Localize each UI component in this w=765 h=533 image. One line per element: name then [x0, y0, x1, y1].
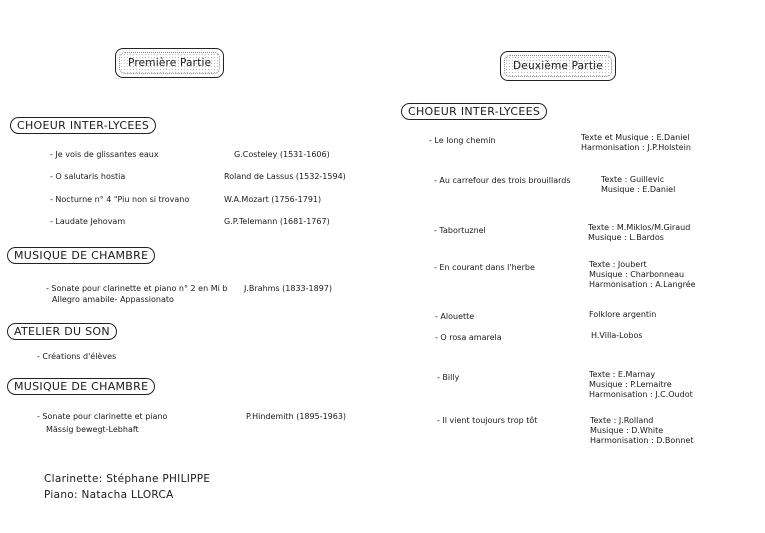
credit-line: Texte : Guillevic	[601, 175, 665, 184]
piece-title: - Je vois de glissantes eaux	[50, 150, 159, 159]
credits	[589, 310, 656, 320]
credit-line: Musique : E.Daniel	[601, 185, 676, 194]
deuxieme-partie-title: Deuxième Partie	[504, 55, 612, 77]
piece-title: - En courant dans l'herbe	[434, 263, 535, 272]
piece-title: - Le long chemin	[429, 136, 496, 145]
premiere-partie-title: Première Partie	[119, 52, 220, 74]
credit-line: Harmonisation : A.Langrée	[589, 280, 696, 289]
credit-line: Musique : L.Bardos	[588, 233, 664, 242]
composer: J.Brahms (1833-1897)	[244, 284, 333, 293]
credit-line: Folklore argentin	[589, 310, 657, 319]
credit-line: Musique : Charbonneau	[589, 270, 685, 279]
credit-line: Texte : Joubert	[589, 260, 647, 269]
credit-line: Texte et Musique : E.Daniel	[581, 133, 690, 142]
credit-line: Musique : D.White	[590, 426, 664, 435]
credit-line: H.Villa-Lobos	[591, 331, 643, 340]
credit-line: Texte : M.Miklos/M.Giraud	[588, 223, 691, 232]
credits	[581, 133, 691, 153]
section-musique-de-chambre: MUSIQUE DE CHAMBRE	[7, 378, 155, 395]
credits	[601, 175, 675, 195]
section-choeur-inter-lycees: CHOEUR INTER-LYCEES	[401, 103, 547, 120]
piece-title: - Créations d'élèves	[37, 352, 117, 361]
composer: Roland de Lassus (1532-1594)	[224, 172, 346, 181]
piece-movements: Mässig bewegt-Lebhaft	[46, 425, 139, 434]
section-atelier-du-son: ATELIER DU SON	[7, 323, 117, 340]
section-musique-de-chambre: MUSIQUE DE CHAMBRE	[7, 247, 155, 264]
premiere-partie-box	[115, 48, 224, 78]
credit-line: Texte : J.Rolland	[590, 416, 654, 425]
piece-title: - Au carrefour des trois brouillards	[434, 176, 571, 185]
credits	[589, 260, 696, 290]
composer: G.P.Telemann (1681-1767)	[224, 217, 330, 226]
piece-movements: Allegro amabile- Appassionato	[52, 295, 174, 304]
credits	[591, 331, 643, 341]
piece-title: - Tabortuznel	[434, 226, 486, 235]
credit-line: Musique : P.Lemaitre	[589, 380, 672, 389]
composer: P.Hindemith (1895-1963)	[246, 412, 347, 421]
credit-line: Harmonisation : J.P.Holstein	[581, 143, 691, 152]
piece-title: - Il vient toujours trop tôt	[437, 416, 538, 425]
performer-piano: Piano: Natacha LLORCA	[44, 489, 174, 501]
deuxieme-partie-box	[500, 51, 616, 81]
piece-title: - O salutaris hostia	[50, 172, 126, 181]
credits	[588, 223, 690, 243]
composer: W.A.Mozart (1756-1791)	[224, 195, 322, 204]
credits	[589, 370, 693, 400]
piece-title: - Nocturne n° 4 "Piu non si trovano	[50, 195, 190, 204]
section-choeur-inter-lycees: CHOEUR INTER-LYCEES	[10, 117, 156, 134]
piece-title: - Billy	[437, 373, 460, 382]
credit-line: Harmonisation : D.Bonnet	[590, 436, 694, 445]
piece-title: - Alouette	[435, 312, 475, 321]
credit-line: Texte : E.Marnay	[589, 370, 656, 379]
composer: G.Costeley (1531-1606)	[234, 150, 330, 159]
piece-title: - Sonate pour clarinette et piano	[37, 412, 168, 421]
credits	[590, 416, 694, 446]
piece-title: - O rosa amarela	[435, 333, 502, 342]
piece-title: - Laudate Jehovam	[50, 217, 126, 226]
credit-line: Harmonisation : J.C.Oudot	[589, 390, 693, 399]
piece-title: - Sonate pour clarinette et piano n° 2 en Mi b	[46, 284, 228, 293]
performer-clarinet: Clarinette: Stéphane PHILIPPE	[44, 473, 211, 485]
